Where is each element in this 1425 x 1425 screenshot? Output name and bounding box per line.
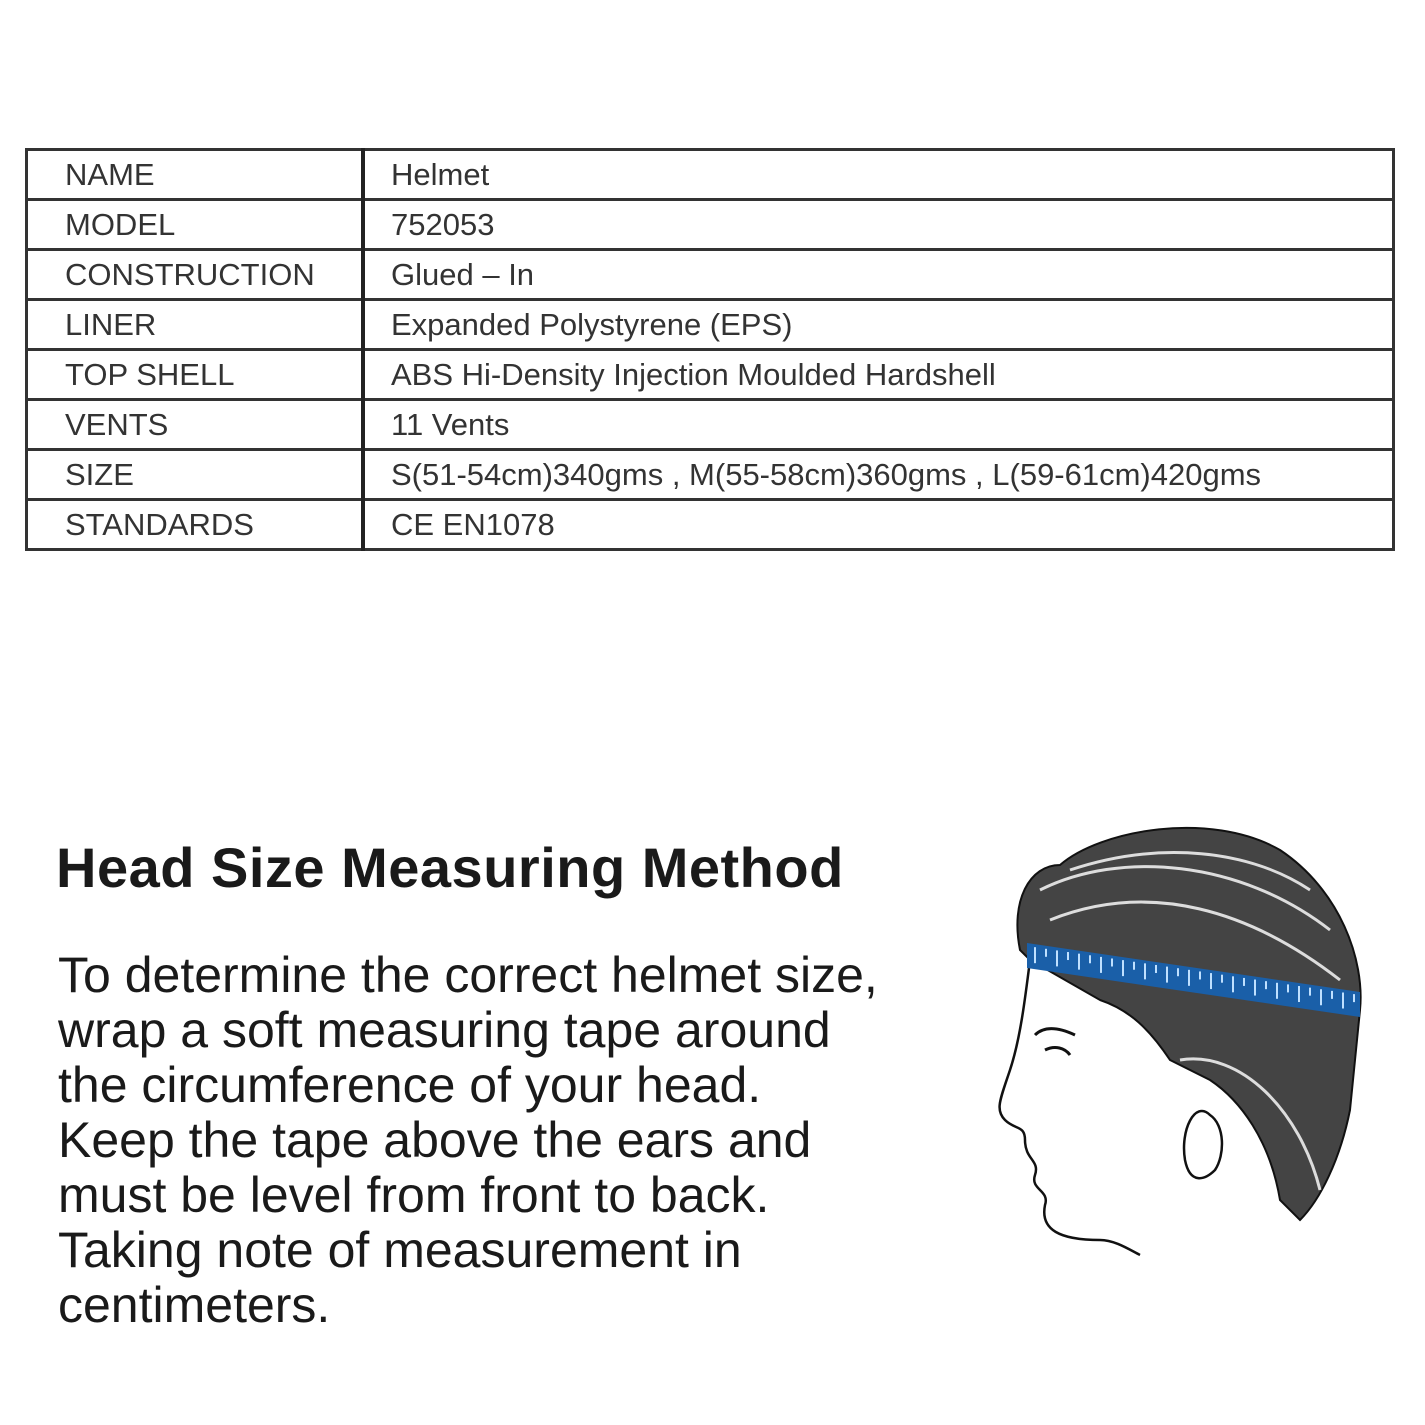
spec-label: NAME — [27, 150, 364, 200]
spec-row — [27, 500, 1394, 550]
eye-icon — [1035, 1029, 1075, 1055]
instruction-line: must be level from front to back. — [58, 1167, 770, 1223]
spec-value: 752053 — [363, 200, 1394, 250]
spec-label: STANDARDS — [27, 500, 364, 550]
spec-value: Glued – In — [363, 250, 1394, 300]
spec-label: TOP SHELL — [27, 350, 364, 400]
spec-row — [27, 200, 1394, 250]
spec-label: LINER — [27, 300, 364, 350]
instructions-text — [58, 948, 978, 1333]
spec-row — [27, 300, 1394, 350]
spec-value: Helmet — [363, 150, 1394, 200]
instruction-line: Taking note of measurement in — [58, 1222, 742, 1278]
spec-label: MODEL — [27, 200, 364, 250]
head-measuring-illustration — [980, 810, 1380, 1260]
section-title: Head Size Measuring Method — [56, 836, 844, 899]
instruction-line: wrap a soft measuring tape around — [58, 1002, 831, 1058]
spec-row — [27, 400, 1394, 450]
instruction-line: the circumference of your head. — [58, 1057, 762, 1113]
spec-value: Expanded Polystyrene (EPS) — [363, 300, 1394, 350]
spec-row — [27, 450, 1394, 500]
instruction-line: To determine the correct helmet size, — [58, 947, 878, 1003]
spec-value: 11 Vents — [363, 400, 1394, 450]
spec-table — [25, 148, 1395, 551]
spec-label: VENTS — [27, 400, 364, 450]
spec-label: CONSTRUCTION — [27, 250, 364, 300]
ear-icon — [1184, 1111, 1222, 1178]
spec-row — [27, 250, 1394, 300]
instruction-line: centimeters. — [58, 1277, 331, 1333]
spec-value: S(51-54cm)340gms , M(55-58cm)360gms , L(59-61cm)420gms — [363, 450, 1394, 500]
spec-row — [27, 150, 1394, 200]
spec-label: SIZE — [27, 450, 364, 500]
spec-row — [27, 350, 1394, 400]
spec-value: ABS Hi-Density Injection Moulded Hardshell — [363, 350, 1394, 400]
spec-value: CE EN1078 — [363, 500, 1394, 550]
instruction-line: Keep the tape above the ears and — [58, 1112, 812, 1168]
